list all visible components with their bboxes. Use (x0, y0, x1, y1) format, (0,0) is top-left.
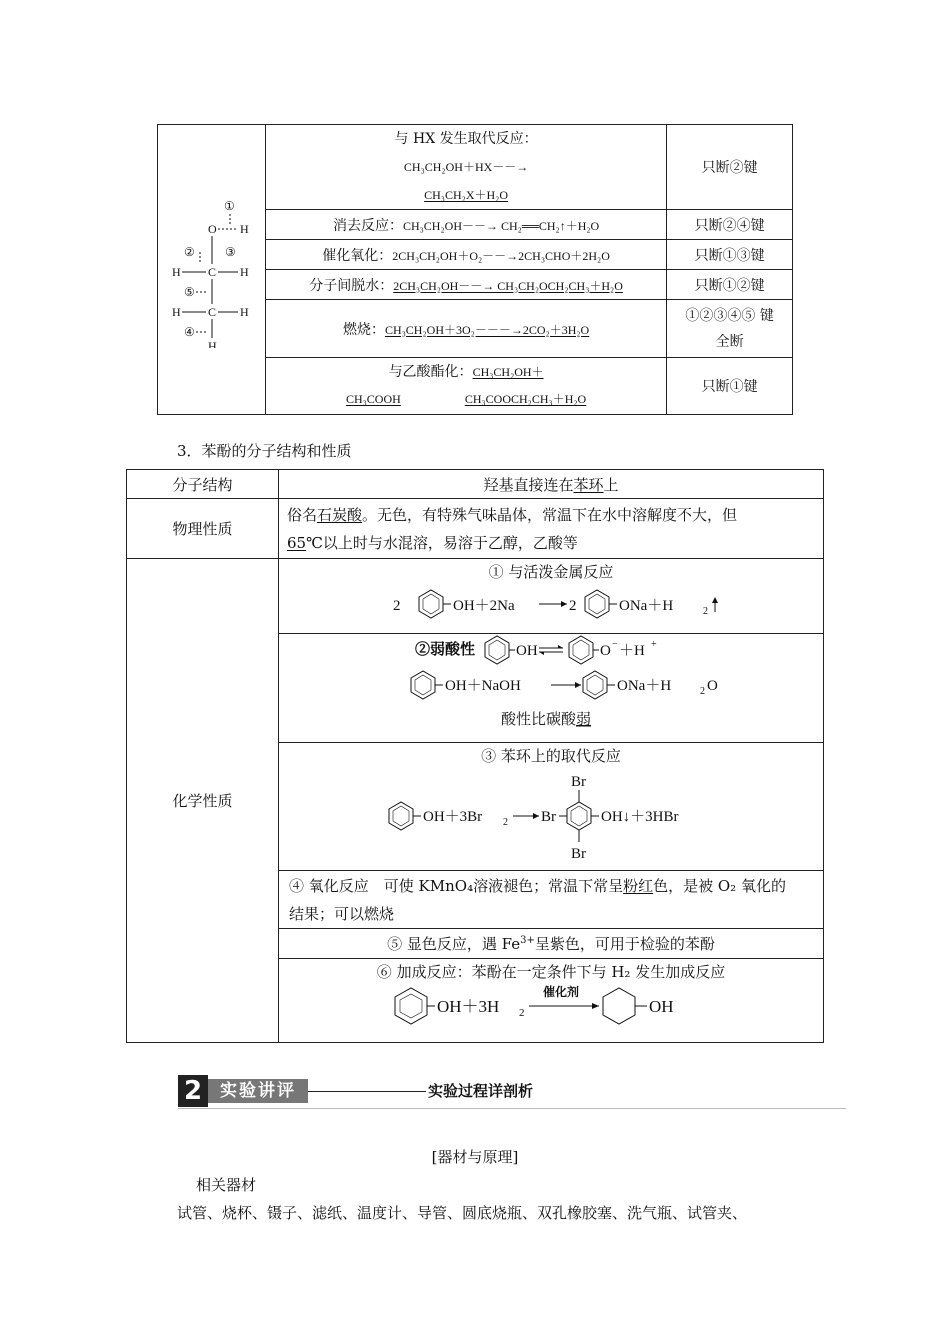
equation-text: ONa＋H (619, 598, 674, 614)
reaction-title: ① 与活泼金属反应 (488, 563, 614, 581)
reaction-equation-line2b: CH₃COOCH₂CH₃＋H₂O (464, 392, 587, 406)
reaction-active-metal (279, 559, 824, 634)
bond-break-cell (667, 300, 793, 358)
physical-value (279, 499, 824, 559)
reaction-title: 与 HX 发生取代反应： (394, 131, 538, 147)
section-title: 实验过程详剖析 (428, 1082, 534, 1100)
reaction-label: 与乙酸酯化： (388, 364, 473, 380)
superscript: 3+ (520, 935, 535, 946)
chemical-label: 化学性质 (127, 559, 279, 1043)
reaction-label: 消去反应： (332, 217, 403, 234)
text-underlined: 苯环 (573, 475, 604, 494)
reaction-weak-acidity (279, 634, 824, 743)
ethanol-structural-formula (158, 188, 264, 348)
equation-text: OH＋3H (437, 997, 500, 1016)
reaction-equation: CH₃CH₂OH－－→ CH₂══CH₂↑＋H₂O (402, 218, 600, 233)
text: 呈紫色，可用于检验的苯酚 (534, 935, 715, 953)
reaction-label: 催化氧化： (322, 247, 393, 264)
acidity-note-underlined: 弱 (576, 712, 592, 728)
bond-break-cell: 只断①③键 (667, 240, 793, 270)
coefficient: 2 (393, 598, 401, 614)
reaction-title: ③ 苯环上的取代反应 (481, 747, 621, 765)
bond-label-3: ③ (225, 244, 236, 259)
structure-value (279, 470, 824, 499)
equation-text: ＋H (619, 643, 645, 659)
section-underline (178, 1108, 846, 1109)
equation-text: OH＋2Na (453, 598, 515, 614)
atom-h-right1: H (240, 264, 249, 279)
atom-h-hydroxyl: H (240, 221, 249, 236)
ethanol-structure-cell (158, 125, 266, 415)
subscript: 2 (703, 606, 709, 617)
reaction-weak-acidity-equations (279, 634, 819, 738)
text-underlined: 65 (287, 533, 307, 552)
materials-subheading: 相关器材 (196, 1176, 257, 1194)
reaction-intermolecular-dehydration (265, 270, 666, 300)
reaction-esterification (265, 358, 666, 415)
bond-break-cell: 只断①②键 (667, 270, 793, 300)
equation-text: OH (516, 643, 538, 659)
section-2-header (178, 1075, 846, 1109)
bromine-top: Br (571, 774, 587, 790)
reaction-label: 分子间脱水： (309, 277, 394, 294)
reaction-combustion (265, 300, 666, 358)
subscript: 2 (503, 817, 509, 828)
reaction-ring-substitution (279, 743, 824, 871)
reaction-equation-line1: CH₃CH₂OH＋HX－－→ (403, 160, 529, 174)
equation-text: ONa＋H (617, 678, 672, 694)
materials-list: 试管、烧杯、镊子、滤纸、温度计、导管、圆底烧瓶、双孔橡胶塞、洗气瓶、试管夹、 (177, 1204, 748, 1222)
atom-c1: C (208, 264, 217, 279)
catalyst-label: 催化剂 (543, 985, 580, 999)
section-title-rule (308, 1091, 426, 1092)
phenol-properties-table (126, 469, 824, 1043)
text: 羟基直接连在 (483, 475, 574, 494)
text-underlined: 石炭酸 (317, 505, 363, 524)
reaction-label: 燃烧： (342, 321, 385, 338)
bond-label-5: ⑤ (184, 284, 195, 299)
reaction-elimination (265, 210, 666, 240)
reaction-title: ②弱酸性 (415, 642, 476, 658)
text: ℃以上时与水混溶，易溶于乙醇，乙酸等 (306, 533, 578, 552)
superscript: + (651, 639, 657, 650)
equation-text: O (707, 678, 718, 694)
equation-text: OH↓＋3HBr (601, 809, 679, 825)
text-underlined: 粉红 (623, 876, 654, 895)
equation-text: OH (649, 997, 674, 1016)
text: 上 (603, 475, 619, 494)
reaction-addition (279, 959, 824, 1043)
equation-text: O (600, 643, 611, 659)
bond-break-line2: 全断 (715, 333, 744, 350)
physical-label: 物理性质 (127, 499, 279, 559)
reaction-oxidation (279, 871, 824, 929)
atom-h-bottom: H (208, 338, 217, 348)
text: 俗名 (287, 505, 318, 524)
reaction-equation-line2: CH₃CH₂X＋H₂O (424, 188, 509, 202)
reaction-substitution-hx (265, 125, 666, 210)
bond-label-4: ④ (184, 324, 195, 339)
acidity-note: 酸性比碳酸 (501, 712, 577, 728)
reaction-equation-line1: CH₃CH₂OH＋ (472, 365, 544, 379)
bromine-left: Br (541, 809, 557, 825)
subscript: 2 (519, 1007, 525, 1019)
atom-h-left1: H (172, 264, 181, 279)
bond-break-cell: 只断②键 (667, 125, 793, 210)
ethanol-reactions-table (157, 124, 793, 415)
materials-heading: [器材与原理] (431, 1148, 519, 1166)
reaction-addition-equation (279, 982, 819, 1036)
atom-h-left2: H (172, 304, 181, 319)
section-3-heading: 3．苯酚的分子结构和性质 (177, 442, 352, 460)
reaction-catalytic-oxidation (265, 240, 666, 270)
bond-break-line1: ①②③④⑤ 键 (685, 307, 774, 324)
reaction-equation-line2a: CH₃COOH (345, 392, 401, 406)
bond-label-2: ② (184, 244, 195, 259)
reaction-title: ⑥ 加成反应：苯酚在一定条件下与 H₂ 发生加成反应 (376, 963, 726, 981)
superscript: − (612, 639, 618, 650)
bromine-bottom: Br (571, 846, 587, 862)
reaction-active-metal-equation (279, 582, 819, 626)
section-number: 2 (178, 1075, 208, 1107)
bond-break-cell: 只断②④键 (667, 210, 793, 240)
atom-c2: C (208, 304, 217, 319)
reaction-color (279, 929, 824, 959)
text: ⑤ 显色反应，遇 Fe (387, 935, 521, 953)
text: 结果；可以燃烧 (289, 904, 395, 923)
equation-text: OH＋3Br (423, 809, 483, 825)
reaction-ring-substitution-equation (279, 766, 819, 864)
section-title-box: 实验讲评 (208, 1079, 308, 1103)
reaction-equation: 2CH₃CH₂OH＋O₂－－→2CH₃CHO＋2H₂O (392, 248, 610, 263)
text: 。无色，有特殊气味晶体，常温下在水中溶解度不大，但 (362, 505, 738, 524)
structure-label: 分子结构 (127, 470, 279, 499)
bond-break-cell: 只断①键 (667, 358, 793, 415)
reaction-equation: 2CH₃CH₂OH－－→ CH₃CH₂OCH₂CH₃＋H₂O (393, 278, 623, 293)
atom-h-right2: H (240, 304, 249, 319)
reaction-equation: CH₃CH₂OH＋3O₂－－－→2CO₂＋3H₂O (384, 322, 590, 337)
text: ④ 氧化反应 可使 KMnO₄溶液褪色；常温下常呈 (289, 876, 624, 895)
subscript: 2 (700, 686, 706, 697)
text: 色，是被 O₂ 氧化的 (653, 876, 786, 895)
coefficient: 2 (569, 598, 577, 614)
bond-label-1: ① (224, 198, 235, 213)
equation-text: OH＋NaOH (445, 678, 521, 694)
atom-o: O (208, 221, 217, 236)
